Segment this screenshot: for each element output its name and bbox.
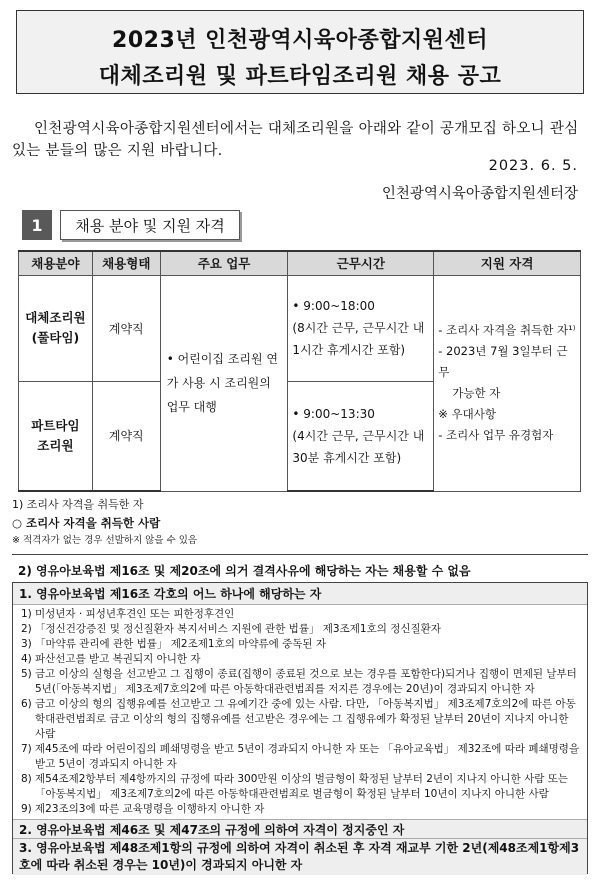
list-item-number: 7) <box>21 743 32 755</box>
field-cell <box>19 381 93 491</box>
qualification-item-cont: 가능한 자 <box>452 386 501 400</box>
list-item <box>21 697 581 742</box>
section-number-badge: 1 <box>22 210 52 240</box>
hours-cell <box>288 381 434 491</box>
hours-time: • 9:00~13:30 <box>292 406 375 421</box>
list-item-text: 제54조제2항부터 제4항까지의 규정에 따라 300만원 이상의 벌금형이 확정된 날부터 2년이 지나지 아니한 사람 또는 「아동복지법」 제3조제7호의2에 따른 아동학대관련범죄로 벌금형이 확정된 날부터 10년이 지나지 아니한 사람 <box>35 773 568 800</box>
section-title: 채용 분야 및 지원 자격 <box>60 210 240 240</box>
divider <box>12 554 588 555</box>
list-item-number: 5) <box>21 668 32 680</box>
column-header: 채용분야 <box>19 251 93 275</box>
list-item-text: 「정신건강증진 및 정신질환자 복지서비스 지원에 관한 법률」 제3조제1호의 정신질환자 <box>35 623 441 635</box>
hours-cell <box>288 275 434 381</box>
table-header-row <box>19 251 581 275</box>
list-item-number: 6) <box>21 698 32 710</box>
table-row <box>19 275 581 381</box>
type-cell: 계약직 <box>92 275 160 381</box>
list-item-text: 금고 이상의 실형을 선고받고 그 집행이 종료(집행이 종료된 것으로 보는 경우를 포함한다)되거나 집행이 면제된 날부터 5년(「아동복지법」 제3조제7호의2에 따른 아동학대관련범죄를 저지른 경우에는 20년)이 경과되지 아니한 자 <box>35 668 577 695</box>
field-name: 대체조리원 <box>25 310 86 325</box>
list-item-number: 9) <box>21 803 32 815</box>
list-item-number: 4) <box>21 653 32 665</box>
page-title-line2: 대체조리원 및 파트타임조리원 채용 공고 <box>98 64 502 89</box>
field-subname: 조리원 <box>37 437 74 453</box>
disqualification-heading: 2) 영유아보육법 제16조 및 제20조에 의거 결격사유에 해당하는 자는 채용할 수 없음 <box>18 564 471 578</box>
qualification-item: - 조리사 자격을 취득한 자¹⁾ <box>438 323 576 337</box>
list-item <box>21 802 581 817</box>
recruitment-table <box>18 250 581 492</box>
hours-detail: (8시간 근무, 근무시간 내 1시간 휴게시간 포함) <box>292 321 425 357</box>
list-item-text: 파산선고를 받고 복권되지 아니한 자 <box>35 653 201 665</box>
issuer-name: 인천광역시육아종합지원센터장 <box>381 186 578 202</box>
disqualification-box <box>12 582 588 874</box>
type-cell: 계약직 <box>92 381 160 491</box>
list-item <box>21 652 581 667</box>
title-box <box>16 10 584 94</box>
field-name: 파트타임 <box>31 417 80 433</box>
list-item <box>21 772 581 802</box>
intro-text: 인천광역시육아종합지원센터에서는 대체조리원을 아래와 같이 공개모집 하오니 관심 있는 분들의 많은 지원 바랍니다. <box>12 121 579 159</box>
disqualification-item-heading: 3. 영유아보육법 제48조제1항의 규정에 의하여 자격이 취소된 후 자격 재교부 기한 2년(제48조제1항제3호에 따라 취소된 경우는 10년)이 경과되지 아니한 자 <box>13 839 587 875</box>
column-header: 지원 자격 <box>434 251 581 275</box>
list-item <box>21 607 581 622</box>
list-item-text: 미성년자 · 피성년후견인 또는 피한정후견인 <box>35 608 235 620</box>
duty-cell: • 어린이집 조리원 연가 사용 시 조리원의 업무 대행 <box>160 275 288 491</box>
list-item-text: 금고 이상의 형의 집행유예를 선고받고 그 유예기간 중에 있는 사람. 다만, 「아동복지법」 제3조제7호의2에 따른 아동학대관련범죄로 금고 이상의 형의 집행유예를 선고받은 경우에는 그 집행유예가 확정된 날부터 20년이 지나지 아니한 사람 <box>35 698 576 740</box>
column-header: 주요 업무 <box>160 251 288 275</box>
page-title-line1: 2023년 인천광역시육아종합지원센터 <box>112 28 488 53</box>
footnote: 1) 조리사 자격을 취득한 자 <box>12 498 144 511</box>
qualification-item: - 2023년 7월 3일부터 근무 <box>438 344 568 379</box>
disqualification-item-heading: 2. 영유아보육법 제46조 및 제47조의 규정에 의하여 자격이 정지중인 자 <box>13 819 587 839</box>
qualification-cell <box>434 275 581 491</box>
list-item-number: 8) <box>21 773 32 785</box>
notes-block <box>12 496 588 550</box>
disqualification-list <box>21 607 581 817</box>
field-subname: (풀타임) <box>31 330 80 345</box>
list-item <box>21 637 581 652</box>
footnote-bold: ○ 조리사 자격을 취득한 사람 <box>12 516 161 530</box>
qualification-item: - 조리사 업무 유경험자 <box>438 428 554 442</box>
list-item-text: 제23조의3에 따른 교육명령을 이행하지 아니한 자 <box>35 803 265 815</box>
list-item <box>21 667 581 697</box>
hours-detail: (4시간 근무, 근무시간 내 30분 휴게시간 포함) <box>292 428 425 465</box>
column-header: 근무시간 <box>288 251 434 275</box>
field-cell <box>19 275 93 381</box>
list-item <box>21 742 581 772</box>
column-header: 채용형태 <box>92 251 160 275</box>
list-item-number: 3) <box>21 638 32 650</box>
list-item-text: 제45조에 따라 어린이집의 폐쇄명령을 받고 5년이 경과되지 아니한 자 또는 「유아교육법」 제32조에 따라 폐쇄명령을 받고 5년이 경과되지 아니한 자 <box>35 743 580 770</box>
list-item <box>21 622 581 637</box>
hours-time: • 9:00~18:00 <box>292 299 375 313</box>
list-item-number: 2) <box>21 623 32 635</box>
footnote-small: ※ 적격자가 없는 경우 선발하지 않을 수 있음 <box>12 535 198 546</box>
disqualification-item-heading: 1. 영유아보육법 제16조 각호의 어느 하나에 해당하는 자 <box>13 583 587 605</box>
list-item-number: 1) <box>21 608 32 620</box>
preference-label: ※ 우대사항 <box>438 407 496 421</box>
list-item-text: 「마약류 관리에 관한 법률」 제2조제1호의 마약류에 중독된 자 <box>35 638 327 650</box>
announcement-date: 2023. 6. 5. <box>488 158 578 174</box>
